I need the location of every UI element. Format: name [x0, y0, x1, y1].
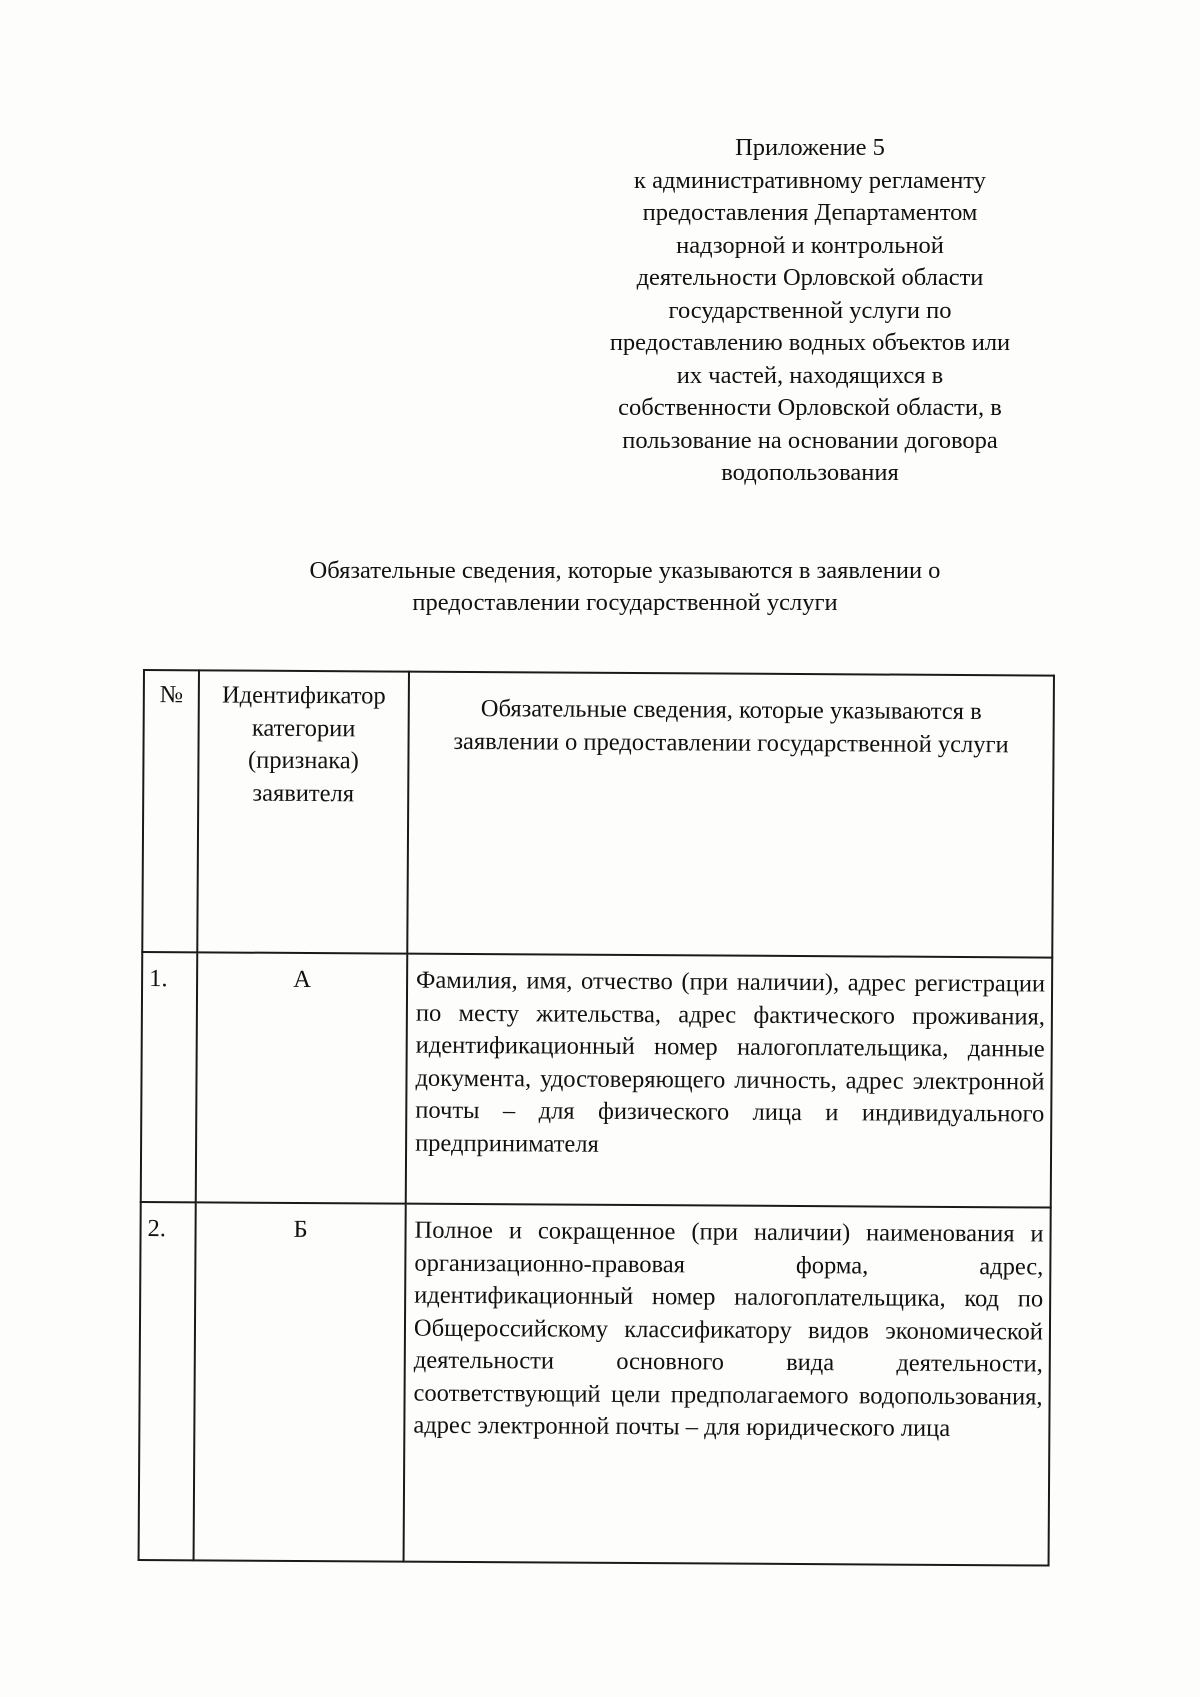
header-identifier-line: заявителя [252, 779, 355, 807]
row-info-text: Фамилия, имя, отчество (при наличии), адрес регистрации по месту жительства, адрес фактического проживания, идентификационный номер налогоплательщика, данные документа, удостоверяющего личность, адрес электронной почты – для физического лица и индивидуального предпринимателя [415, 966, 1046, 1158]
row-identifier: Б [194, 1202, 406, 1561]
table-row [141, 952, 1053, 1208]
appendix-line: их частей, находящихся в [676, 361, 944, 389]
row-number: 1. [141, 952, 198, 1202]
row-info-text: Полное и сокращенное (при наличии) наименования и организационно-правовая форма, адрес, идентификационный номер налогоплательщика, код по Общероссийскому классификатору видов экономической деятельности основного вида деятельности, соответствующий цели предполагаемого водопользования, адрес электронной почты – для юридического лица [413, 1216, 1044, 1442]
header-number: № [142, 670, 199, 952]
appendix-line: надзорной и контрольной [676, 231, 944, 259]
appendix-line: Приложение 5 [735, 134, 885, 161]
appendix-line: водопользования [721, 459, 899, 486]
appendix-line: к административному регламенту [634, 166, 986, 194]
appendix-line: собственности Орловской области, в [618, 394, 1002, 421]
appendix-line: пользование на основании договора [622, 426, 998, 454]
row-identifier: А [196, 952, 408, 1203]
header-identifier-line: (признака) [247, 746, 359, 775]
appendix-heading [575, 132, 1045, 490]
table-header-row [142, 670, 1054, 958]
appendix-line: государственной услуги по [668, 296, 952, 324]
header-identifier [197, 670, 409, 953]
required-info-table [138, 669, 1055, 1567]
row-number: 2. [139, 1202, 196, 1560]
header-identifier-line: категории [251, 714, 356, 742]
appendix-line: деятельности Орловской области [636, 264, 984, 291]
document-title [230, 555, 1020, 619]
header-identifier-line: Идентификатор [221, 681, 386, 710]
row-required-info [404, 1204, 1051, 1566]
table-row [139, 1202, 1051, 1566]
header-required-info: Обязательные сведения, которые указываются в заявлении о предоставлении государственной услуги [407, 672, 1054, 958]
row-required-info [406, 954, 1053, 1208]
title-line: Обязательные сведения, которые указываются в заявлении о [309, 557, 941, 584]
title-line: предоставлении государственной услуги [412, 589, 838, 616]
appendix-line: предоставлению водных объектов или [609, 329, 1011, 356]
appendix-line: предоставления Департаментом [642, 199, 978, 226]
